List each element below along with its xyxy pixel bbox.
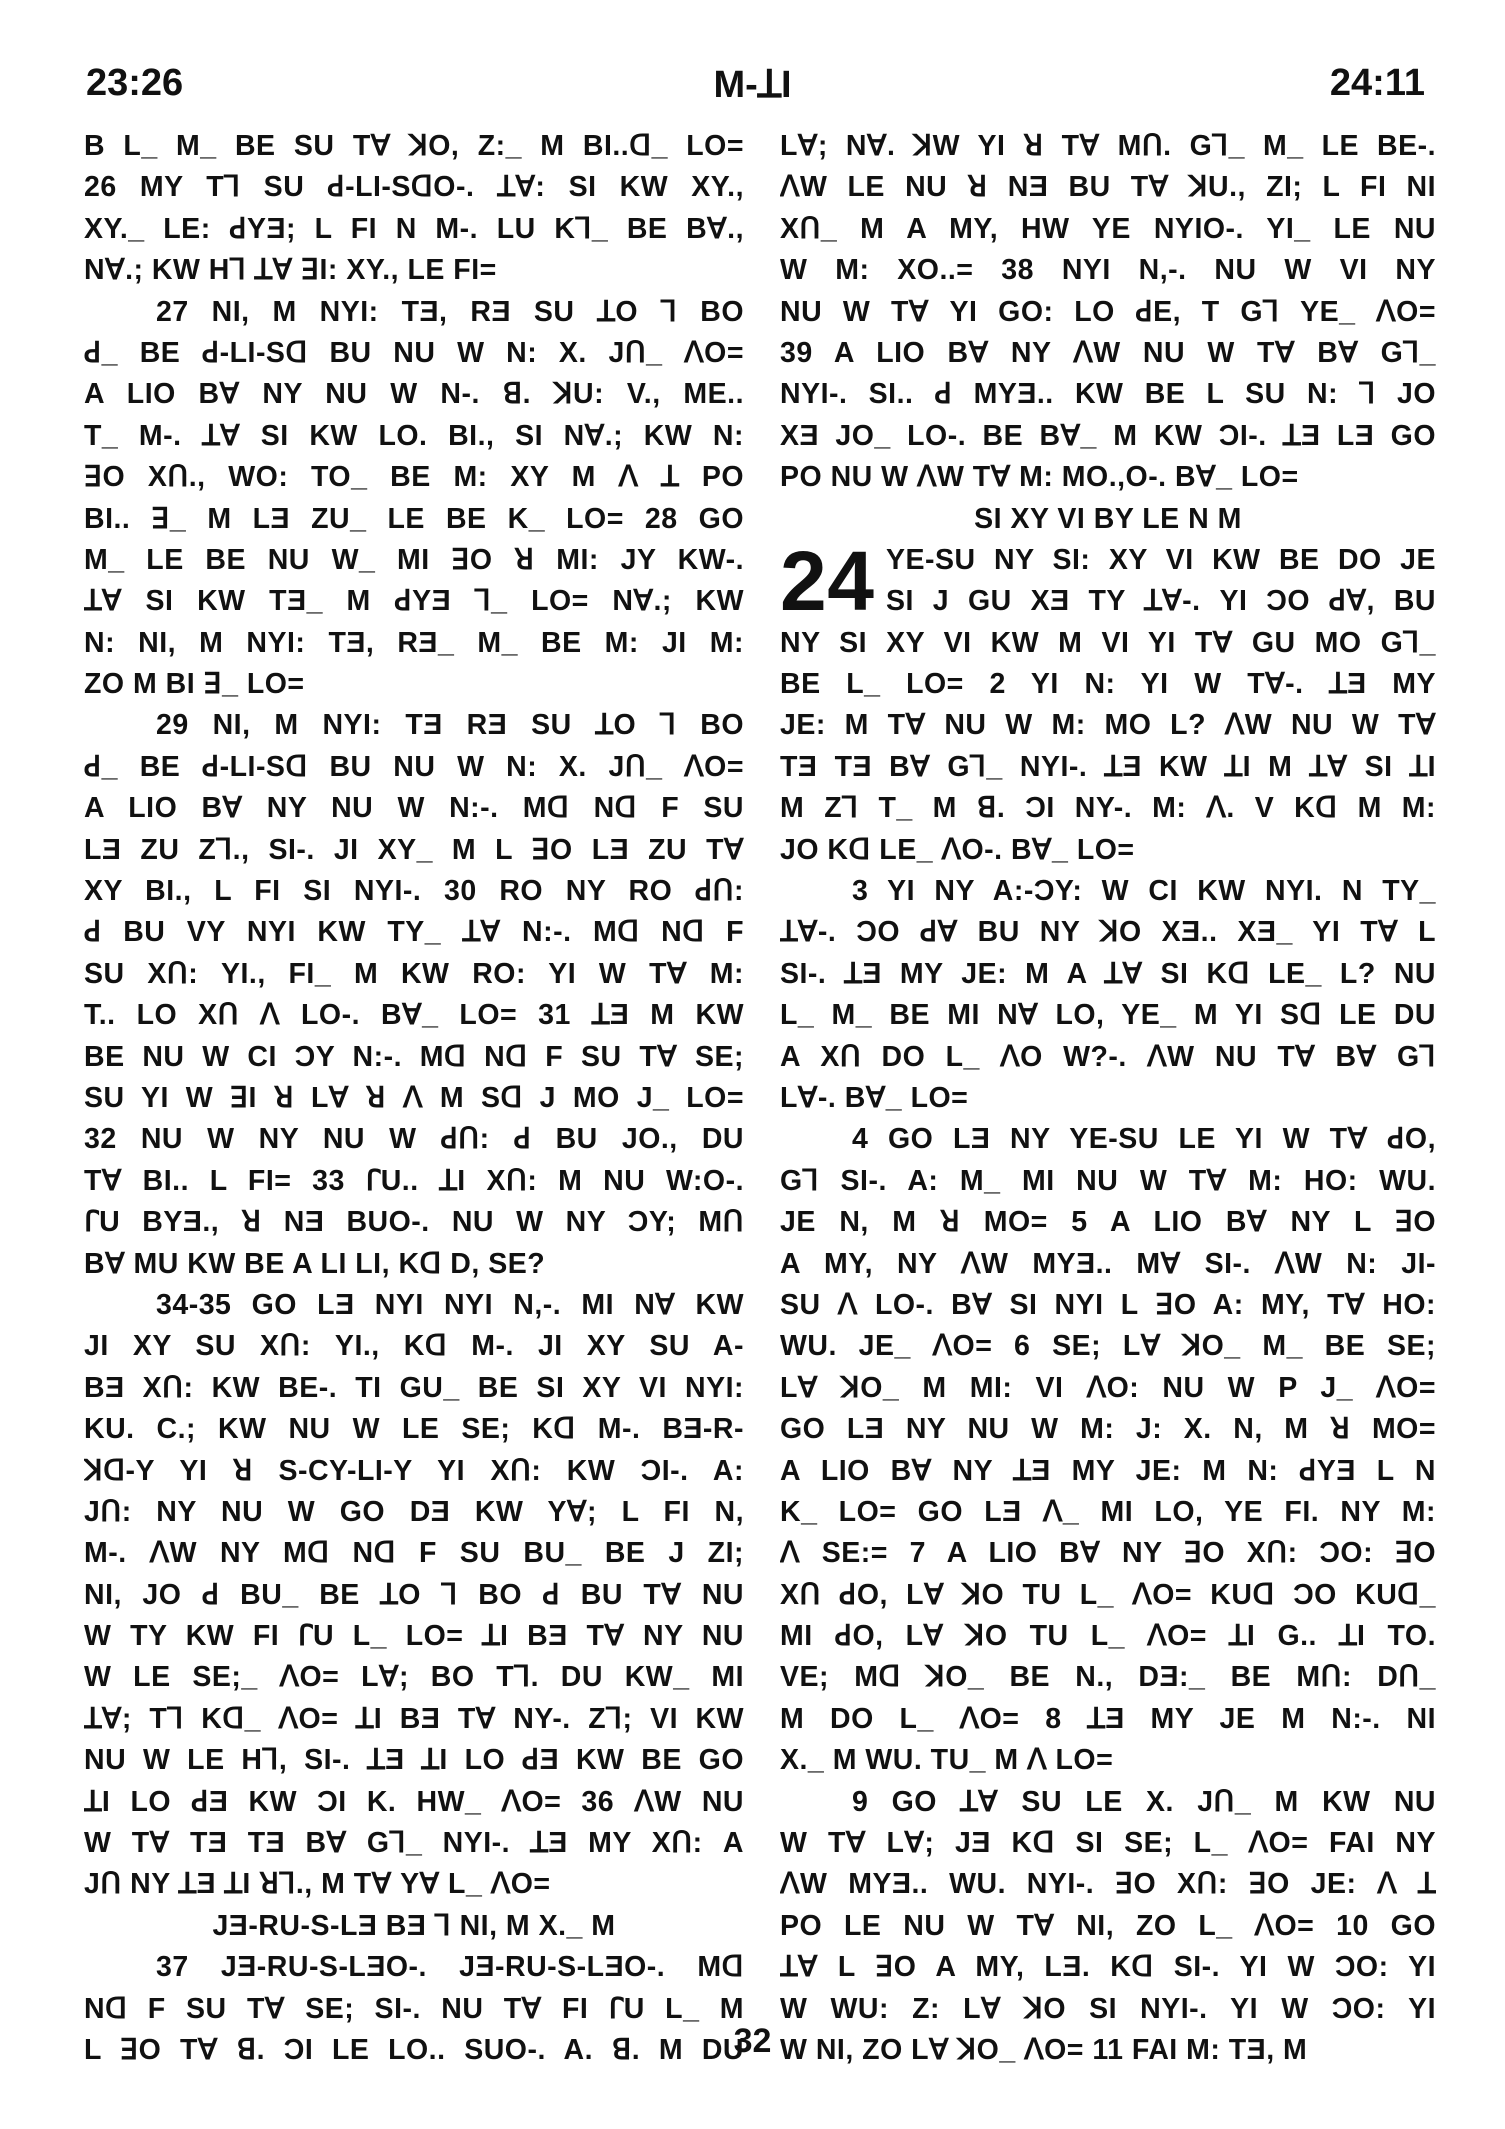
text-line: ꓒ_ BE ꓒ-LI-Sꓷ BU NU W N: X. Jꓵ_ ꓥO=: [84, 750, 744, 783]
left-column: [84, 126, 744, 2071]
right-column-head: [780, 126, 1436, 499]
text-line: Lꓯ-. Bꓯ_ LO=: [780, 1081, 969, 1114]
text-line: 27 NI, M NYI: TƎ, RƎ SU ꓕO ꓶ BO: [156, 295, 744, 328]
text-line: Lꓯ ꓘO_ M MI: VI ꓥO: NU W P J_ ꓥO=: [780, 1371, 1436, 1404]
text-line: W TY KW FI ꓩU L_ LO= ꓕI BƎ Tꓯ NY NU: [84, 1620, 744, 1653]
text-line: SI J GU XƎ TY ꓕꓯ-. YI ƆO ꓒꓯ, BU: [886, 585, 1436, 618]
text-line: T.. LO Xꓵ ꓥ LO-. Bꓯ_ LO= 31 ꓕƎ M KW: [84, 999, 744, 1032]
text-line: NU W Tꓯ YI GO: LO ꓒE, T Gꓶ YE_ ꓥO=: [780, 295, 1436, 328]
text-line: KU. C.; KW NU W LE SE; Kꓷ M-. BƎ-R-: [84, 1413, 744, 1446]
text-line: BƎ Xꓵ: KW BE-. TI GU_ BE SI XY VI NYI:: [84, 1371, 744, 1404]
chapter-opening-lines: [780, 533, 1436, 628]
text-line: XY._ LE: ꓒYƎ; L FI N M-. LU Kꓶ_ BE Bꓯ.,: [84, 212, 744, 245]
text-line: JE N, M ꓤ MO= 5 A LIO Bꓯ NY L ꓱO: [780, 1206, 1436, 1239]
text-line: W NI, ZO Lꓯ ꓘO_ ꓥO= 11 FAI M: TƎ, M: [780, 2033, 1308, 2066]
text-line: ꓩU BYƎ., ꓤ NƎ BUO-. NU W NY ƆY; Mꓵ: [84, 1206, 744, 1239]
text-line: W Tꓯ Lꓯ; JƎ Kꓷ SI SE; L_ ꓥO= FAI NY: [780, 1827, 1436, 1860]
text-line: ꓱO Xꓵ., WO: TO_ BE M: XY M ꓥ ꓕ PO: [84, 461, 744, 494]
text-line: 3 YI NY A:-ƆY: W CI KW NYI. N TY_: [852, 875, 1436, 908]
text-line: XY BI., L FI SI NYI-. 30 RO NY RO ꓒꓵ:: [84, 875, 744, 908]
text-line: W Tꓯ TƎ TƎ Bꓯ Gꓶ_ NYI-. ꓕƎ MY Xꓵ: A: [84, 1827, 744, 1860]
text-line: YE-SU NY SI: XY VI KW BE DO JE: [886, 543, 1436, 576]
text-line: 37 JƎ-RU-S-LƎO-. JƎ-RU-S-LƎO-. Mꓷ: [156, 1951, 744, 1984]
text-line: Tꓯ BI.. L FI= 33 ꓩU.. ꓕI Xꓵ: M NU W:O-.: [84, 1164, 744, 1197]
text-line: 32 NU W NY NU W ꓒꓵ: ꓒ BU JO., DU: [84, 1123, 744, 1156]
text-line: GO LƎ NY NU W M: J: X. N, M ꓤ MO=: [780, 1413, 1436, 1446]
text-line: A LIO Bꓯ NY NU W N:-. Mꓷ Nꓷ F SU: [84, 792, 744, 825]
text-line: A MY, NY ꓥW MYƎ.. Mꓯ SI-. ꓥW N: JI-: [780, 1247, 1436, 1280]
text-line: M-. ꓥW NY Mꓷ Nꓷ F SU BU_ BE J ZI;: [84, 1537, 744, 1570]
text-line: Xꓵ ꓒO, Lꓯ ꓘO TU L_ ꓥO= KUꓷ ƆO KUꓷ_: [780, 1578, 1436, 1611]
text-line: ꓕꓯ; Tꓶ Kꓷ_ ꓥO= ꓕI BƎ Tꓯ NY-. Zꓶ; VI KW: [84, 1702, 744, 1735]
text-line: NI, JO ꓒ BU_ BE ꓕO ꓶ BO ꓒ BU Tꓯ NU: [84, 1578, 744, 1611]
text-line: A LIO Bꓯ NY NU W N-. ꓭ. ꓘU: V., ME..: [84, 378, 744, 411]
text-line: JE: M Tꓯ NU W M: MO L? ꓥW NU W Tꓯ: [780, 709, 1436, 742]
text-line: Nꓷ F SU Tꓯ SE; SI-. NU Tꓯ FI ꓩU L_ M: [84, 1992, 744, 2025]
text-line: BE L_ LO= 2 YI N: YI W Tꓯ-. ꓕƎ MY: [780, 668, 1436, 701]
text-line: BI.. ꓱ_ M LƎ ZU_ LE BE K_ LO= 28 GO: [84, 502, 744, 535]
text-line: TƎ TƎ Bꓯ Gꓶ_ NYI-. ꓕƎ KW ꓕI M ꓕꓯ SI ꓕI: [780, 750, 1436, 783]
text-line: M Zꓶ T_ M ꓭ. ƆI NY-. M: ꓥ. V Kꓷ M M:: [780, 792, 1436, 825]
text-line: 9 GO ꓕꓯ SU LE X. Jꓵ_ M KW NU: [852, 1785, 1436, 1818]
text-line: L ꓱO Tꓯ ꓭ. ƆI LE LO.. SUO-. A. ꓭ. M DU: [84, 2033, 744, 2066]
chapter-number: 24: [780, 533, 875, 628]
text-line: VE; Mꓷ ꓘO_ BE N., DƎ:_ BE Mꓵ: Dꓵ_: [780, 1661, 1436, 1694]
text-line: MI ꓒO, Lꓯ ꓘO TU L_ ꓥO= ꓕI G.. ꓕI TO.: [780, 1620, 1436, 1653]
text-line: ZO M BI ꓱ_ LO=: [84, 668, 305, 701]
text-line: SU Xꓵ: YI., FI_ M KW RO: YI W Tꓯ M:: [84, 957, 744, 990]
text-line: Gꓶ SI-. A: M_ MI NU W Tꓯ M: HO: WU.: [780, 1164, 1436, 1197]
text-line: ꓕꓯ SI KW TƎ_ M ꓒYƎ ꓶ_ LO= Nꓯ.; KW: [84, 585, 744, 618]
text-line: B L_ M_ BE SU Tꓯ ꓘO, Z:_ M BI..ꓷ_ LO=: [84, 130, 744, 162]
header-right-reference: 24:11: [1329, 62, 1425, 104]
header-left-reference: 23:26: [86, 62, 184, 104]
chapter-opening: [780, 533, 1436, 628]
text-line: K_ LO= GO LƎ ꓥ_ MI LO, YE FI. NY M:: [780, 1495, 1436, 1528]
text-line: ꓕꓯ-. ƆO ꓒꓯ BU NY ꓘO XƎ.. XƎ_ YI Tꓯ L: [780, 916, 1436, 949]
text-line: XƎ JO_ LO-. BE Bꓯ_ M KW ƆI-. ꓕƎ LƎ GO: [780, 419, 1436, 452]
text-line: ꓥW MYƎ.. WU. NYI-. ꓱO Xꓵ: ꓱO JE: ꓥ ꓕ: [780, 1868, 1436, 1901]
text-line: M_ LE BE NU W_ MI ꓱO ꓤ MI: JY KW-.: [84, 543, 744, 576]
text-line: JI XY SU Xꓵ: YI., Kꓷ M-. JI XY SU A-: [84, 1330, 744, 1363]
text-line: SU ꓥ LO-. Bꓯ SI NYI L ꓱO A: MY, Tꓯ HO:: [780, 1288, 1436, 1321]
text-line: Bꓯ MU KW BE A LI LI, Kꓷ D, SE?: [84, 1247, 546, 1280]
text-line: Jꓵ NY ꓕƎ ꓕI ꓤꓶ., M Tꓯ Yꓯ L_ ꓥO=: [84, 1868, 551, 1901]
page-number: 32: [733, 2022, 772, 2060]
chapter-heading: SI XY VI BY LE N M: [974, 502, 1242, 535]
text-line: ꓕꓯ L ꓱO A MY, LƎ. Kꓷ SI-. YI W ƆO: YI: [780, 1951, 1436, 1984]
text-line: 26 MY Tꓶ SU ꓒ-LI-SꓷO-. ꓕꓯ: SI KW XY.,: [84, 171, 744, 204]
header-book-title: M-ꓕI: [713, 64, 792, 106]
text-line: Jꓵ: NY NU W GO DƎ KW Yꓯ; L FI N,: [84, 1495, 744, 1528]
text-line: 29 NI, M NYI: TƎ RƎ SU ꓕO ꓶ BO: [156, 709, 744, 742]
text-line: ꓕI LO ꓒƎ KW ƆI K. HW_ ꓥO= 36 ꓥW NU: [84, 1785, 744, 1818]
text-line: N: NI, M NYI: TƎ, RƎ_ M_ BE M: JI M:: [84, 626, 744, 659]
text-line: ꓒ BU VY NYI KW TY_ ꓕꓯ N:-. Mꓷ Nꓷ F: [84, 916, 744, 949]
text-line: WU. JE_ ꓥO= 6 SE; Lꓯ ꓘO_ M_ BE SE;: [780, 1330, 1436, 1363]
text-line: 34-35 GO LƎ NYI NYI N,-. MI Nꓯ KW: [156, 1288, 744, 1321]
text-line: ꓒ_ BE ꓒ-LI-Sꓷ BU NU W N: X. Jꓵ_ ꓥO=: [84, 336, 744, 369]
text-line: Lꓯ; Nꓯ. ꓘW YI ꓤ Tꓯ Mꓵ. Gꓶ_ M_ LE BE-.: [780, 130, 1436, 162]
right-column: [780, 126, 1436, 2071]
text-line: JO Kꓷ LE_ ꓥO-. Bꓯ_ LO=: [780, 833, 1135, 866]
text-line: BE NU W CI ƆY N:-. Mꓷ Nꓷ F SU Tꓯ SE;: [84, 1040, 744, 1073]
text-line: A Xꓵ DO L_ ꓥO W?-. ꓥW NU Tꓯ Bꓯ Gꓶ: [780, 1040, 1436, 1073]
text-line: ꓥ SE:= 7 A LIO Bꓯ NY ꓱO Xꓵ: ƆO: ꓱO: [780, 1537, 1436, 1570]
text-line: SU YI W ꓱI ꓤ Lꓯ ꓤ ꓥ M Sꓷ J MO J_ LO=: [84, 1081, 744, 1114]
section-heading: JƎ-RU-S-LƎ BƎ ꓶ NI, M X._ M: [212, 1909, 616, 1942]
text-line: M DO L_ ꓥO= 8 ꓕƎ MY JE M N:-. NI: [780, 1702, 1436, 1735]
text-line: W LE SE;_ ꓥO= Lꓯ; BO Tꓶ. DU KW_ MI: [84, 1661, 744, 1694]
text-line: A LIO Bꓯ NY ꓕƎ MY JE: M N: ꓒYƎ L N: [780, 1454, 1436, 1487]
text-line: NU W LE Hꓶ, SI-. ꓕƎ ꓕI LO ꓒƎ KW BE GO: [84, 1744, 744, 1777]
text-line: Xꓵ_ M A MY, HW YE NYIO-. YI_ LE NU: [780, 212, 1436, 245]
text-line: Nꓯ.; KW Hꓶ ꓕꓯ ꓱI: XY., LE FI=: [84, 254, 497, 287]
text-line: ꓥW LE NU ꓤ NƎ BU Tꓯ ꓘU., ZI; L FI NI: [780, 171, 1436, 204]
text-line: LƎ ZU Zꓶ., SI-. JI XY_ M L ꓱO LƎ ZU Tꓯ: [84, 833, 744, 866]
text-line: PO LE NU W Tꓯ NI, ZO L_ ꓥO= 10 GO: [780, 1909, 1436, 1942]
text-line: NY SI XY VI KW M VI YI Tꓯ GU MO Gꓶ_: [780, 626, 1436, 659]
text-line: X._ M WU. TU_ M ꓥ LO=: [780, 1744, 1114, 1777]
text-line: ꓘꓷ-Y YI ꓤ S-CY-LI-Y YI Xꓵ: KW ƆI-. A:: [84, 1454, 744, 1487]
text-line: W WU: Z: Lꓯ ꓘO SI NYI-. YI W ƆO: YI: [780, 1992, 1436, 2025]
text-line: SI-. ꓕƎ MY JE: M A ꓕꓯ SI Kꓷ LE_ L? NU: [780, 957, 1436, 990]
text-line: NYI-. SI.. ꓒ MYƎ.. KW BE L SU N: ꓶ JO: [780, 378, 1436, 411]
text-line: 39 A LIO Bꓯ NY ꓥW NU W Tꓯ Bꓯ Gꓶ_: [780, 336, 1436, 369]
text-line: W M: XO..= 38 NYI N,-. NU W VI NY: [780, 254, 1436, 287]
text-line: T_ M-. ꓕꓯ SI KW LO. BI., SI Nꓯ.; KW N:: [84, 419, 744, 452]
right-column-body: [780, 623, 1436, 2072]
text-line: L_ M_ BE MI Nꓯ LO, YE_ M YI Sꓷ LE DU: [780, 999, 1436, 1032]
left-column-body: [84, 126, 744, 1906]
text-line: PO NU W ꓥW Tꓯ M: MO.,O-. Bꓯ_ LO=: [780, 461, 1299, 494]
text-line: 4 GO LƎ NY YE-SU LE YI W Tꓯ ꓒO,: [852, 1123, 1436, 1156]
